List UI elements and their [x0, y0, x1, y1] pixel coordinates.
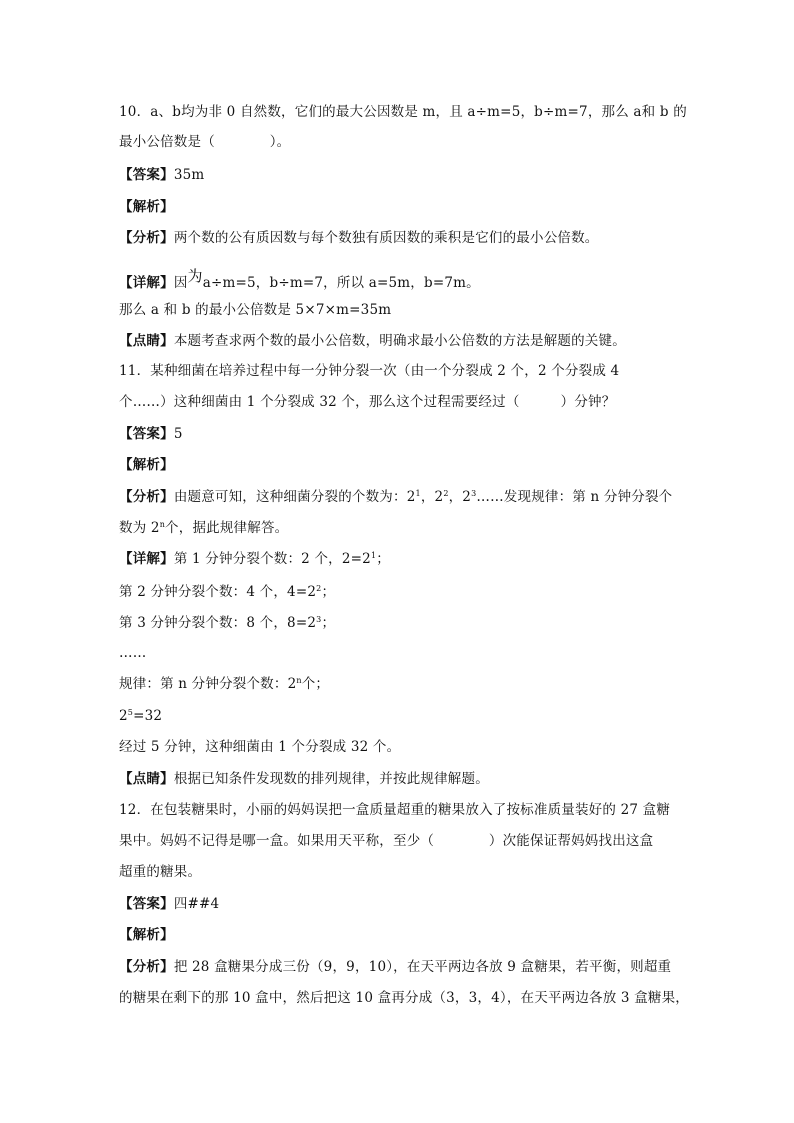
rule-text: 规律：第 n 分钟分裂个数：2 — [119, 676, 297, 692]
xiangjie-text: ； — [376, 551, 390, 567]
q11-answer — [119, 425, 183, 443]
q12-answer — [119, 895, 219, 913]
superscript: 2 — [316, 584, 322, 593]
q11-fenxi-line1 — [119, 488, 672, 506]
xiangjie-text: 第 2 分钟分裂个数：4 个，4=2 — [119, 584, 317, 600]
xiangjie-text-b: 为 — [187, 267, 203, 285]
xiangjie-text: ； — [321, 584, 336, 600]
q11-analysis-label: 【解析】 — [119, 457, 174, 473]
fenxi-text: 把 28 盒糖果分成三份（9，9，10），在天平两边各放 9 盒糖果，若平衡，则超重 — [173, 959, 672, 975]
rule-text: 个； — [301, 676, 330, 692]
q12-stem-line2: 果中。妈妈不记得是哪一盒。如果用天平称，至少（ ）次能保证帮妈妈找出这盒 — [119, 833, 654, 849]
dianjing-text: 根据已知条件发现数的排列规律，并按此规律解题。 — [173, 771, 489, 787]
power-result: =32 — [133, 708, 163, 724]
q11-fenxi-line2 — [119, 519, 288, 537]
fenxi-text: 个，据此规律解答。 — [165, 520, 289, 536]
q12-stem-line1: 12．在包装糖果时，小丽的妈妈误把一盒质量超重的糖果放入了按标准质量装好的 27 盒糖 — [119, 802, 671, 818]
fenxi-text: 两个数的公有质因数与每个数独有质因数的乘积是它们的最小公倍数。 — [173, 230, 599, 246]
dianjing-label: 【点睛】 — [119, 333, 174, 349]
answer-label: 【答案】 — [119, 896, 174, 912]
fenxi-text: ，2 — [420, 489, 444, 505]
q11-power-equation — [119, 707, 162, 725]
fenxi-text: 由题意可知，这种细菌分裂的个数为：2 — [173, 489, 416, 505]
q11-xiangjie-line3 — [119, 614, 335, 632]
xiangjie-text: 第 1 分钟分裂个数：2 个，2=2 — [173, 551, 371, 567]
q10-xiangjie — [119, 267, 480, 292]
q11-ellipsis: …… — [119, 645, 147, 661]
q12-stem-line3: 超重的糖果。 — [119, 864, 202, 880]
xiangjie-label: 【详解】 — [119, 275, 174, 291]
q10-stem-line2: 最小公倍数是（ ）。 — [119, 134, 291, 150]
superscript: 2 — [443, 489, 449, 498]
power-base: 2 — [119, 708, 128, 724]
xiangjie-label: 【详解】 — [119, 551, 174, 567]
answer-value: 35m — [173, 167, 205, 183]
q11-stem-line1: 11．某种细菌在培养过程中每一分钟分裂一次（由一个分裂成 2 个，2 个分裂成 4 — [119, 363, 620, 379]
q10-analysis-label: 【解析】 — [119, 199, 174, 215]
xiangjie-text-a: 因 — [173, 275, 188, 291]
answer-label: 【答案】 — [119, 426, 174, 442]
fenxi-label: 【分析】 — [119, 230, 174, 246]
dianjing-text: 本题考查求两个数的最小公倍数，明确求最小公倍数的方法是解题的关键。 — [173, 333, 626, 349]
q10-fenxi — [119, 229, 599, 247]
fenxi-label: 【分析】 — [119, 959, 174, 975]
xiangjie-text-c: a÷m=5，b÷m=7，所以 a=5m，b=7m。 — [202, 275, 480, 291]
q10-dianjing — [119, 332, 626, 350]
superscript: 3 — [316, 615, 322, 624]
q11-stem-line2: 个……）这种细菌由 1 个分裂成 32 个，那么这个过程需要经过（ ）分钟？ — [119, 394, 616, 410]
fenxi-text: ……发现规律：第 n 分钟分裂个 — [476, 489, 673, 505]
q12-fenxi-line2: 的糖果在剩下的那 10 盒中，然后把这 10 盒再分成（3，3，4），在天平两边各放 3 盒糖果， — [119, 990, 690, 1006]
fenxi-text: ，2 — [448, 489, 472, 505]
q12-fenxi-line1 — [119, 958, 671, 976]
q11-conclusion: 经过 5 分钟，这种细菌由 1 个分裂成 32 个。 — [119, 739, 401, 755]
answer-value: 5 — [173, 426, 183, 442]
q11-xiangjie-line1 — [119, 550, 390, 568]
q11-dianjing — [119, 770, 489, 788]
superscript: 3 — [471, 489, 477, 498]
q10-answer — [119, 166, 204, 184]
q11-xiangjie-line2 — [119, 583, 335, 601]
q11-rule — [119, 675, 329, 693]
q10-stem-line1: 10．a、b均为非 0 自然数，它们的最大公因数是 m，且 a÷m=5，b÷m=7，那么 a和 b 的 — [119, 104, 687, 120]
xiangjie-text: ； — [321, 615, 336, 631]
superscript: n — [159, 520, 166, 529]
q12-analysis-label: 【解析】 — [119, 927, 174, 943]
q10-lcm-line: 那么 a 和 b 的最小公倍数是 5×7×m=35m — [119, 302, 392, 318]
dianjing-label: 【点睛】 — [119, 771, 174, 787]
answer-value: 四##4 — [173, 896, 220, 912]
superscript: 5 — [127, 708, 134, 717]
superscript: 1 — [415, 489, 421, 498]
xiangjie-text: 第 3 分钟分裂个数：8 个，8=2 — [119, 615, 317, 631]
answer-label: 【答案】 — [119, 167, 174, 183]
superscript: n — [296, 676, 302, 685]
fenxi-text: 数为 2 — [119, 520, 160, 536]
fenxi-label: 【分析】 — [119, 489, 174, 505]
superscript: 1 — [370, 551, 377, 560]
